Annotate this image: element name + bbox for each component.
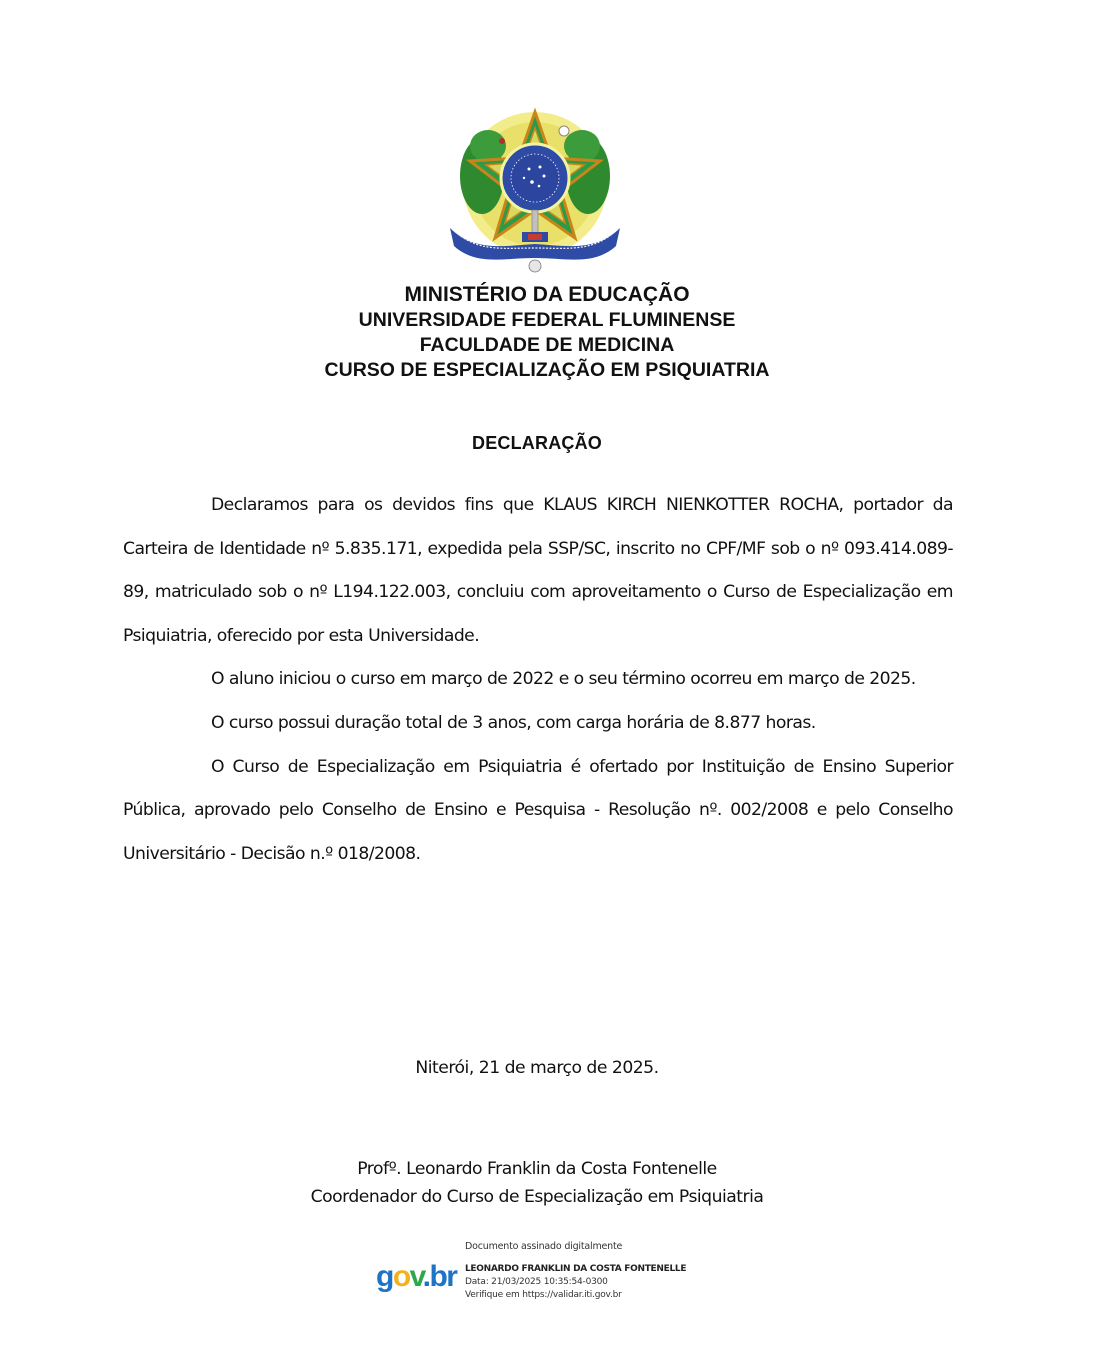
- signer-role: Coordenador do Curso de Especialização em Psiquiatria: [310, 1187, 764, 1207]
- govbr-logo: gov.br: [376, 1260, 457, 1293]
- signer-name: Profº. Leonardo Franklin da Costa Fontenelle: [357, 1159, 717, 1179]
- paragraph-course-dates: O aluno iniciou o curso em março de 2022 e o seu término ocorreu em março de 2025.: [211, 669, 916, 690]
- place-and-date: Niterói, 21 de março de 2025.: [415, 1058, 659, 1078]
- paragraph-course-duration: O curso possui duração total de 3 anos, com carga horária de 8.877 horas.: [211, 712, 816, 733]
- signature-date: Data: 21/03/2025 10:35:54-0300: [465, 1277, 608, 1287]
- signer-block: [0, 1155, 1074, 1211]
- signature-signer-name: LEONARDO FRANKLIN DA COSTA FONTENELLE: [465, 1264, 687, 1274]
- brazil-coat-of-arms-emblem: [444, 106, 626, 278]
- faculty-name: FACULDADE DE MEDICINA: [419, 334, 675, 356]
- paragraph-declaration: Declaramos para os devidos fins que KLAUS KIRCH NIENKOTTER ROCHA, portador da Carteira de Identidade nº 5.835.171, expedida pela SSP/SC, inscrito no CPF/MF sob o nº 093.414.089-89, matriculado sob o nº L194.122.003, concluiu com aproveitamento o Curso de Especialização em Psiquiatria, oferecido por esta Universidade.: [123, 495, 953, 646]
- digital-signature-stamp: [376, 1240, 716, 1310]
- signature-label: Documento assinado digitalmente: [465, 1241, 623, 1252]
- university-name: UNIVERSIDADE FEDERAL FLUMINENSE: [358, 309, 736, 331]
- declaration-body: [123, 484, 953, 876]
- ministry-name: MINISTÉRIO DA EDUCAÇÃO: [404, 283, 690, 306]
- course-name: CURSO DE ESPECIALIZAÇÃO EM PSIQUIATRIA: [324, 359, 770, 381]
- paragraph-course-approval: O Curso de Especialização em Psiquiatria é ofertado por Instituição de Ensino Superior Pública, aprovado pelo Conselho de Ensino e Pesquisa - Resolução nº. 002/2008 e pelo Conselho Universitário - Decisão n.º 018/2008.: [123, 756, 953, 864]
- signature-verify-link[interactable]: Verifique em https://validar.iti.gov.br: [465, 1290, 622, 1300]
- document-title: DECLARAÇÃO: [472, 433, 602, 453]
- institution-header: [0, 282, 1094, 383]
- signature-info: [465, 1240, 686, 1302]
